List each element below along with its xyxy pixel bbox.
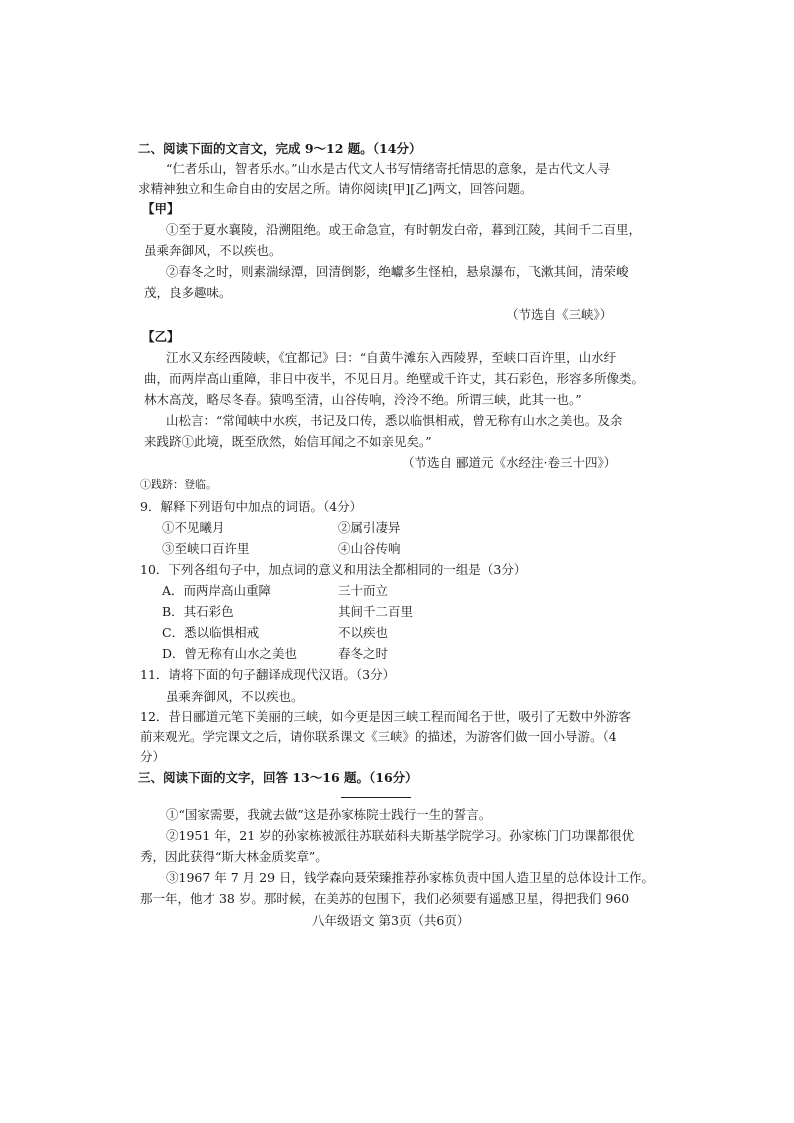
q10-stem: 10．下列各组句子中，加点词的意义和用法全都相同的一组是（3分） [140, 562, 527, 577]
q10-option-a-left: A．而两岸高山重障 [162, 583, 272, 598]
q9-option-3: ③至峡口百许里 [162, 541, 250, 556]
passage-jia-p1: ①至于夏水襄陵，沿溯阻绝。或王命急宣，有时朝发白帝，暮到江陵，其间千二百里， [166, 222, 642, 237]
q10-option-c-left: C．悉以临惧相戒 [162, 625, 260, 640]
q12-stem-line3: 分） [140, 749, 166, 764]
q12-stem-line2: 前来观光。学完课文之后，请你联系课文《三峡》的描述，为游客们做一回小导游。（4 [140, 729, 617, 744]
q11-stem: 11．请将下面的句子翻译成现代汉语。（3分） [140, 667, 396, 682]
passage-yi-p2-cont: 来践跻①此境，既至欣然，始信耳闻之不如亲见矣。” [144, 434, 432, 449]
q10-option-b-right: 其间千二百里 [338, 604, 414, 619]
section3-heading: 三、阅读下面的文字，回答 13～16 题。（16分） [138, 770, 418, 785]
section2-intro-line2: 求精神独立和生命自由的安居之所。请你阅读[甲][乙]两文，回答问题。 [138, 181, 533, 196]
passage-yi-p1-cont1: 曲，而两岸高山重障，非日中夜半，不见日月。绝壁或千许丈，其石彩色，形容多所像类。 [144, 371, 645, 386]
section3-p3-cont: 那一年，他才 38 岁。那时候，在美苏的包围下，我们必须要有遥感卫星，得把我们 960 [140, 891, 630, 906]
q9-option-4: ④山谷传响 [338, 541, 401, 556]
passage-yi-label: 【乙】 [142, 329, 180, 344]
passage-yi-footnote: ①践跻：登临。 [140, 478, 217, 491]
passage-jia-source: （节选自《三峡》） [506, 307, 613, 322]
q10-option-b-left: B．其石彩色 [162, 604, 234, 619]
q11-sentence: 虽乘奔御风，不以疾也。 [166, 689, 304, 704]
q12-stem-line1: 12．昔日郦道元笔下美丽的三峡，如今更是因三峡工程而闻名于世，吸引了无数中外游客 [140, 709, 631, 724]
section3-p2: ②1951 年，21 岁的孙家栋被派往苏联茹科夫斯基学院学习。孙家栋门门功课都很优 [166, 828, 635, 843]
title-blank-line [341, 797, 411, 798]
q10-option-a-right: 三十而立 [338, 583, 389, 598]
q9-option-1: ①不见曦月 [162, 520, 225, 535]
section2-intro-line1: “仁者乐山，智者乐水。”山水是古代文人书写情绪寄托情思的意象，是古代文人寻 [166, 161, 611, 176]
passage-yi-p2: 山松言：“常闻峡中水疾，书记及口传，悉以临惧相戒，曾无称有山水之美也。及余 [166, 413, 623, 428]
passage-jia-p2-cont: 茂，良多趣味。 [144, 285, 232, 300]
passage-jia-label: 【甲】 [142, 201, 180, 216]
q9-option-2: ②属引凄异 [338, 520, 401, 535]
passage-yi-source: （节选自 郦道元《水经注·卷三十四》） [402, 455, 617, 470]
passage-yi-p1-cont2: 林木高茂，略尽冬春。猿鸣至清，山谷传响，泠泠不绝。所谓三峡，此其一也。” [144, 392, 582, 407]
passage-jia-p1-cont: 虽乘奔御风，不以疾也。 [144, 243, 282, 258]
page-footer: 八年级语文 第3页（共6页） [312, 913, 470, 928]
q10-option-c-right: 不以疾也 [338, 625, 389, 640]
q10-option-d-right: 春冬之时 [338, 646, 389, 661]
section3-p2-cont: 秀，因此获得“斯大林金质奖章”。 [140, 849, 328, 864]
section3-p3: ③1967 年 7 月 29 日，钱学森向聂荣臻推荐孙家栋负责中国人造卫星的总体设计工作。 [166, 870, 655, 885]
section2-heading: 二、阅读下面的文言文，完成 9～12 题。（14分） [138, 141, 422, 156]
passage-jia-p2: ②春冬之时，则素湍绿潭，回清倒影，绝巘多生怪柏，悬泉瀑布，飞漱其间，清荣峻 [166, 264, 629, 279]
section3-p1: ①“国家需要，我就去做”这是孙家栋院士践行一生的誓言。 [166, 807, 492, 822]
q10-option-d-left: D．曾无称有山水之美也 [162, 646, 298, 661]
passage-yi-p1: 江水又东经西陵峡，《宜都记》曰：“自黄牛滩东入西陵界，至峡口百许里，山水纡 [166, 350, 617, 365]
q9-stem: 9．解释下列语句中加点的词语。（4分） [140, 499, 363, 514]
